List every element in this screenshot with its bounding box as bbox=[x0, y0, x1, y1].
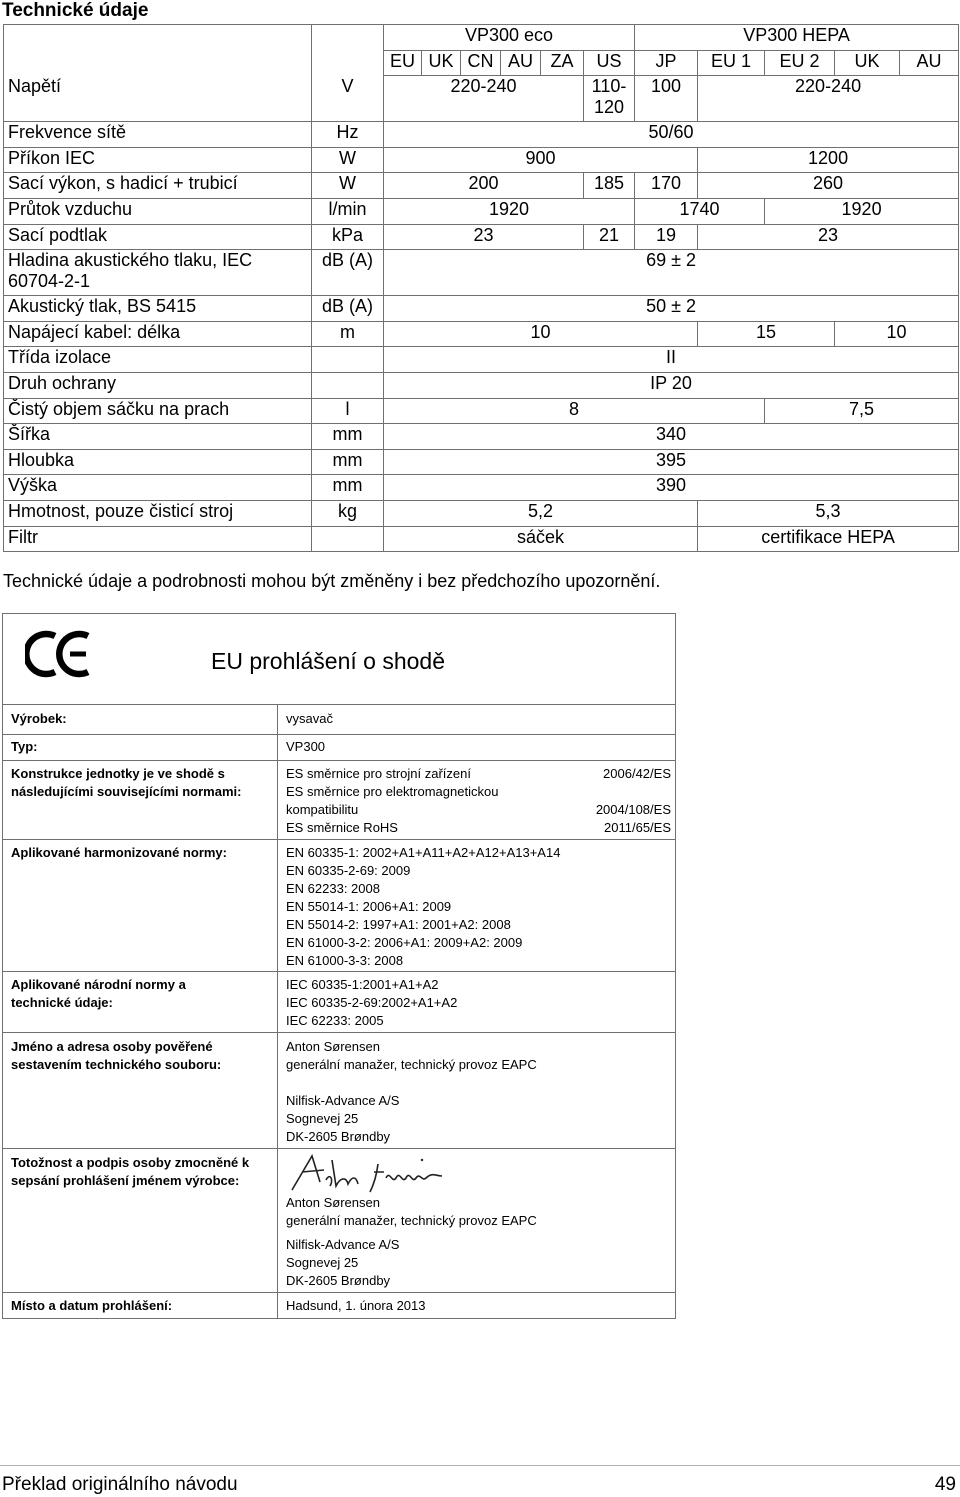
spec-value: 50/60 bbox=[384, 122, 959, 148]
spec-value: 10 bbox=[384, 321, 698, 347]
standard-item: EN 55014-2: 1997+A1: 2001+A2: 2008 bbox=[286, 917, 511, 932]
product-value: vysavač bbox=[286, 711, 333, 726]
spec-label: Druh ochrany bbox=[4, 372, 312, 398]
spec-label: Třída izolace bbox=[4, 347, 312, 373]
standard-item: EN 61000-3-3: 2008 bbox=[286, 953, 404, 968]
region-cell: JP bbox=[635, 50, 698, 76]
company-street: Sognevej 25 bbox=[286, 1111, 359, 1126]
spec-unit: V bbox=[312, 76, 384, 122]
spec-value: 1740 bbox=[635, 198, 765, 224]
directive-number: 2011/65/ES bbox=[604, 820, 671, 835]
page-title: Technické údaje bbox=[2, 0, 149, 21]
group-hepa-label: VP300 HEPA bbox=[635, 25, 959, 51]
spec-value: 23 bbox=[698, 224, 959, 250]
spec-value: certifikace HEPA bbox=[698, 526, 959, 552]
company-city: DK-2605 Brøndby bbox=[286, 1129, 391, 1144]
region-cell: EU 2 bbox=[765, 50, 835, 76]
spec-value: sáček bbox=[384, 526, 698, 552]
type-value: VP300 bbox=[286, 739, 326, 754]
spec-region-header bbox=[4, 50, 959, 76]
spec-value: 15 bbox=[698, 321, 835, 347]
region-cell: US bbox=[584, 50, 635, 76]
harmonized-label: Aplikované harmonizované normy: bbox=[11, 845, 227, 860]
spec-label: Čistý objem sáčku na prach bbox=[4, 398, 312, 424]
spec-row bbox=[4, 398, 959, 424]
standard-item: EN 55014-1: 2006+A1: 2009 bbox=[286, 899, 452, 914]
declaration-title: EU prohlášení o shodě bbox=[211, 648, 445, 674]
spec-value: 200 bbox=[384, 173, 584, 199]
signer-title: generální manažer, technický provoz EAPC bbox=[286, 1213, 537, 1228]
person-block bbox=[286, 1038, 671, 1146]
signer-name: Anton Sørensen bbox=[286, 1195, 380, 1210]
spec-label: Hmotnost, pouze čisticí stroj bbox=[4, 500, 312, 526]
spec-value: 260 bbox=[698, 173, 959, 199]
region-cell: CN bbox=[461, 50, 501, 76]
spec-unit: W bbox=[312, 173, 384, 199]
harmonized-list bbox=[286, 844, 671, 970]
directive-text: ES směrnice RoHS bbox=[286, 820, 398, 835]
spec-row bbox=[4, 475, 959, 501]
standard-item: EN 60335-2-69: 2009 bbox=[286, 863, 411, 878]
standard-item: IEC 60335-1:2001+A1+A2 bbox=[286, 977, 439, 992]
spec-value: 900 bbox=[384, 147, 698, 173]
national-label: Aplikované národní normy a technické údaje: bbox=[11, 977, 186, 1010]
footer-text: Překlad originálního návodu bbox=[2, 1474, 238, 1495]
spec-unit: l/min bbox=[312, 198, 384, 224]
spec-value: 10 bbox=[835, 321, 959, 347]
declaration-header bbox=[3, 614, 675, 705]
spec-row bbox=[4, 224, 959, 250]
spec-label: Hloubka bbox=[4, 449, 312, 475]
spec-value: 5,2 bbox=[384, 500, 698, 526]
region-cell: UK bbox=[835, 50, 900, 76]
spec-value: 220-240 bbox=[698, 76, 959, 122]
spec-row bbox=[4, 526, 959, 552]
spec-label: Napětí bbox=[4, 76, 312, 122]
spec-unit: W bbox=[312, 147, 384, 173]
footer-divider bbox=[0, 1465, 960, 1466]
page-number: 49 bbox=[934, 1474, 956, 1495]
spec-row bbox=[4, 424, 959, 450]
spec-label: Akustický tlak, BS 5415 bbox=[4, 296, 312, 322]
national-list bbox=[286, 976, 671, 1030]
spec-label: Příkon IEC bbox=[4, 147, 312, 173]
spec-unit: dB (A) bbox=[312, 296, 384, 322]
spec-value: IP 20 bbox=[384, 372, 959, 398]
product-label: Výrobek: bbox=[11, 711, 67, 726]
row-divider bbox=[3, 1292, 675, 1293]
declaration-box bbox=[2, 613, 676, 1319]
spec-label: Hladina akustického tlaku, IEC 60704-2-1 bbox=[4, 250, 312, 296]
signer-company: Nilfisk-Advance A/S bbox=[286, 1237, 400, 1252]
directives bbox=[286, 765, 671, 837]
spec-unit bbox=[312, 347, 384, 373]
spec-label: Frekvence sítě bbox=[4, 122, 312, 148]
spec-value: 8 bbox=[384, 398, 765, 424]
spec-value: 1920 bbox=[384, 198, 635, 224]
region-cell: AU bbox=[900, 50, 959, 76]
spec-unit bbox=[312, 372, 384, 398]
region-cell: EU 1 bbox=[698, 50, 765, 76]
spec-value: 21 bbox=[584, 224, 635, 250]
row-divider bbox=[3, 971, 675, 972]
spec-value: 110-120 bbox=[584, 76, 635, 122]
spec-value: 185 bbox=[584, 173, 635, 199]
spec-unit: mm bbox=[312, 475, 384, 501]
standard-item: EN 62233: 2008 bbox=[286, 881, 380, 896]
spec-value: 170 bbox=[635, 173, 698, 199]
spec-unit: l bbox=[312, 398, 384, 424]
spec-value: 19 bbox=[635, 224, 698, 250]
company-name: Nilfisk-Advance A/S bbox=[286, 1093, 400, 1108]
directive-text: ES směrnice pro strojní zařízení bbox=[286, 766, 471, 781]
change-notice: Technické údaje a podrobnosti mohou být změněny i bez předchozího upozornění. bbox=[3, 571, 661, 591]
spec-label: Průtok vzduchu bbox=[4, 198, 312, 224]
directive-number: 2004/108/ES bbox=[595, 802, 671, 817]
standard-item: EN 61000-3-2: 2006+A1: 2009+A2: 2009 bbox=[286, 935, 523, 950]
type-label: Typ: bbox=[11, 739, 38, 754]
standard-item: EN 60335-1: 2002+A1+A11+A2+A12+A13+A14 bbox=[286, 845, 561, 860]
spec-row bbox=[4, 147, 959, 173]
spec-value: 100 bbox=[635, 76, 698, 122]
spec-value: 340 bbox=[384, 424, 959, 450]
spec-value: 5,3 bbox=[698, 500, 959, 526]
column-divider bbox=[277, 704, 278, 1318]
standard-item: IEC 60335-2-69:2002+A1+A2 bbox=[286, 995, 458, 1010]
row-divider bbox=[3, 839, 675, 840]
spec-row bbox=[4, 122, 959, 148]
group-eco-label: VP300 eco bbox=[384, 25, 635, 51]
spec-value: 390 bbox=[384, 475, 959, 501]
spec-label: Sací podtlak bbox=[4, 224, 312, 250]
person-title: generální manažer, technický provoz EAPC bbox=[286, 1057, 537, 1072]
spec-value: 395 bbox=[384, 449, 959, 475]
person-name: Anton Sørensen bbox=[286, 1039, 380, 1054]
spec-label: Sací výkon, s hadicí + trubicí bbox=[4, 173, 312, 199]
spec-row bbox=[4, 347, 959, 373]
spec-unit: mm bbox=[312, 424, 384, 450]
place-label: Místo a datum prohlášení: bbox=[11, 1298, 173, 1313]
row-divider bbox=[3, 1032, 675, 1033]
spec-value: 1200 bbox=[698, 147, 959, 173]
spec-label: Napájecí kabel: délka bbox=[4, 321, 312, 347]
signature-image bbox=[286, 1150, 461, 1198]
spec-value: 220-240 bbox=[384, 76, 584, 122]
spec-row bbox=[4, 500, 959, 526]
row-divider bbox=[3, 760, 675, 761]
spec-row bbox=[4, 449, 959, 475]
spec-row bbox=[4, 321, 959, 347]
construction-label: Konstrukce jednotky je ve shodě s následujícími souvisejícími normami: bbox=[11, 766, 242, 799]
spec-unit: kg bbox=[312, 500, 384, 526]
standard-item: IEC 62233: 2005 bbox=[286, 1013, 384, 1028]
spec-unit: m bbox=[312, 321, 384, 347]
signer-label: Totožnost a podpis osoby zmocněné k sepsání prohlášení jménem výrobce: bbox=[11, 1155, 250, 1188]
row-divider bbox=[3, 1148, 675, 1149]
spec-value: II bbox=[384, 347, 959, 373]
directive-text: ES směrnice pro elektromagnetickou bbox=[286, 784, 499, 799]
spec-unit: kPa bbox=[312, 224, 384, 250]
region-cell: UK bbox=[422, 50, 461, 76]
spec-label: Výška bbox=[4, 475, 312, 501]
spec-group-header bbox=[4, 25, 959, 51]
region-cell: ZA bbox=[541, 50, 584, 76]
spec-row bbox=[4, 372, 959, 398]
spec-row bbox=[4, 173, 959, 199]
directive-text: kompatibilitu bbox=[286, 802, 359, 817]
spec-unit: Hz bbox=[312, 122, 384, 148]
region-cell: EU bbox=[384, 50, 422, 76]
ce-mark-icon bbox=[25, 630, 91, 678]
spec-label: Šířka bbox=[4, 424, 312, 450]
signer-block bbox=[286, 1194, 671, 1290]
directive-number: 2006/42/ES bbox=[603, 766, 671, 781]
spec-row bbox=[4, 250, 959, 296]
spec-unit: dB (A) bbox=[312, 250, 384, 296]
spec-label: Filtr bbox=[4, 526, 312, 552]
signer-street: Sognevej 25 bbox=[286, 1255, 359, 1270]
spec-unit: mm bbox=[312, 449, 384, 475]
place-value: Hadsund, 1. února 2013 bbox=[286, 1298, 426, 1313]
signer-city: DK-2605 Brøndby bbox=[286, 1273, 391, 1288]
spec-row bbox=[4, 198, 959, 224]
spec-table bbox=[3, 24, 959, 552]
spec-value: 7,5 bbox=[765, 398, 959, 424]
spec-row bbox=[4, 296, 959, 322]
spec-value: 69 ± 2 bbox=[384, 250, 959, 296]
row-divider bbox=[3, 734, 675, 735]
spec-row bbox=[4, 76, 959, 122]
person-label: Jméno a adresa osoby pověřené sestavením technického souboru: bbox=[11, 1039, 222, 1072]
spec-value: 50 ± 2 bbox=[384, 296, 959, 322]
region-cell: AU bbox=[501, 50, 541, 76]
spec-value: 23 bbox=[384, 224, 584, 250]
spec-value: 1920 bbox=[765, 198, 959, 224]
spec-unit bbox=[312, 526, 384, 552]
